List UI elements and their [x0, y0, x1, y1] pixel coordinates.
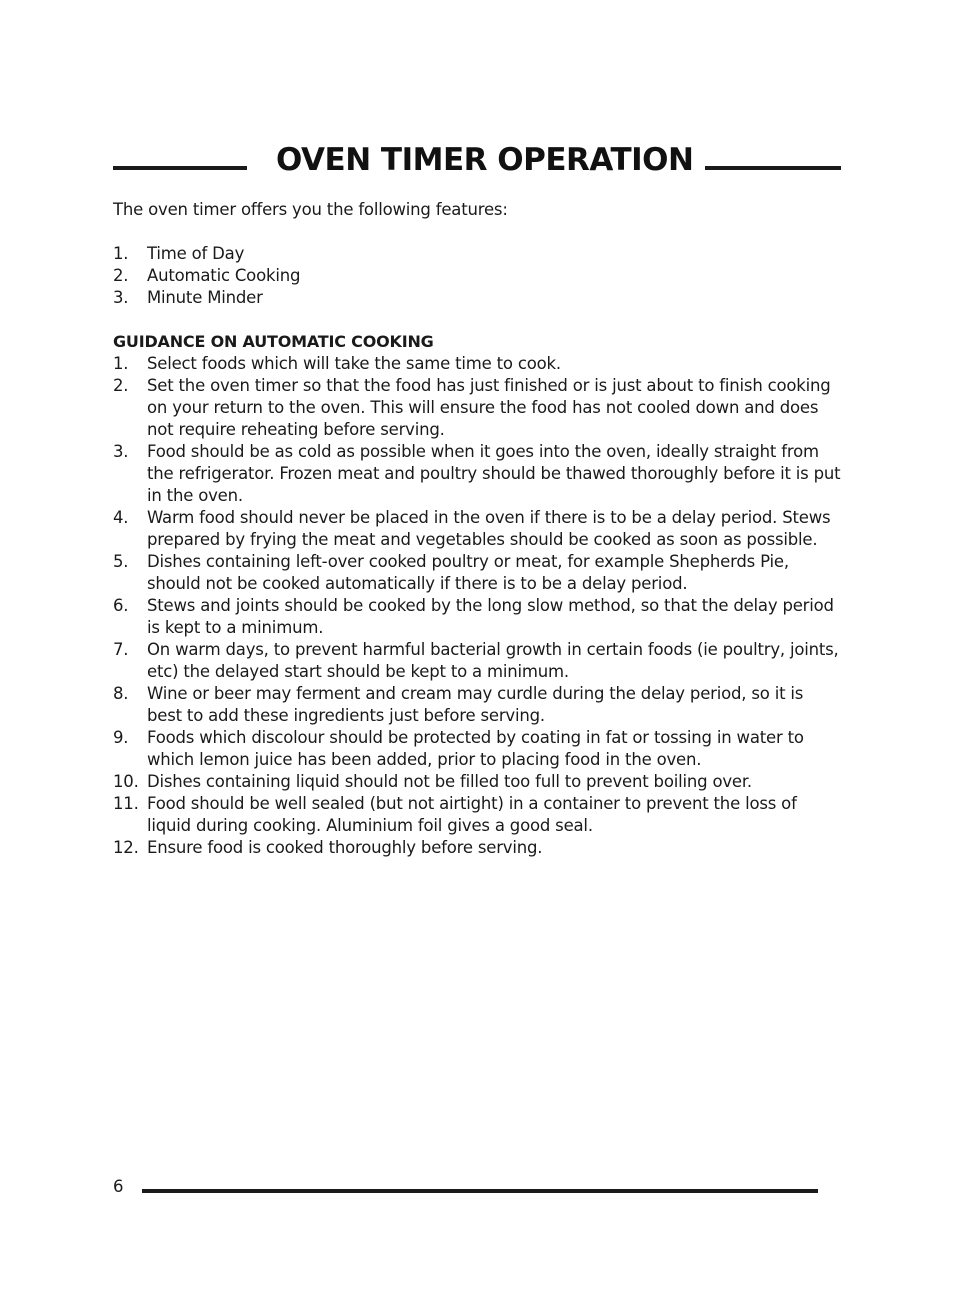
guidance-text: On warm days, to prevent harmful bacterial growth in certain foods (ie poultry, joints, etc) the delayed start should be kept to a minimum.: [147, 640, 839, 681]
guidance-text: Stews and joints should be cooked by the long slow method, so that the delay period is kept to a minimum.: [147, 596, 834, 637]
feature-item: [113, 243, 843, 265]
guidance-item: [113, 507, 843, 551]
title-row: [113, 140, 841, 184]
feature-item: [113, 265, 843, 287]
guidance-number: 6.: [113, 596, 129, 615]
page-number: 6: [113, 1177, 124, 1196]
guidance-text: Dishes containing liquid should not be filled too full to prevent boiling over.: [147, 772, 752, 791]
guidance-number: 1.: [113, 354, 129, 373]
guidance-item: [113, 441, 843, 507]
guidance-heading: GUIDANCE ON AUTOMATIC COOKING: [113, 332, 434, 351]
guidance-number: 5.: [113, 552, 129, 571]
feature-item: [113, 287, 843, 309]
guidance-text: Warm food should never be placed in the oven if there is to be a delay period. Stews prepared by frying the meat and vegetables should be cooked as soon as possible.: [147, 508, 831, 549]
guidance-item: [113, 837, 843, 859]
page-title: OVEN TIMER OPERATION: [276, 142, 694, 178]
guidance-item: [113, 727, 843, 771]
title-rule-right: [705, 166, 841, 170]
guidance-item: [113, 353, 843, 375]
guidance-text: Foods which discolour should be protected by coating in fat or tossing in water to which lemon juice has been added, prior to placing food in the oven.: [147, 728, 804, 769]
guidance-number: 12.: [113, 838, 139, 857]
guidance-item: [113, 793, 843, 837]
guidance-text: Food should be well sealed (but not airtight) in a container to prevent the loss of liquid during cooking. Aluminium foil gives a good seal.: [147, 794, 797, 835]
guidance-text: Wine or beer may ferment and cream may curdle during the delay period, so it is best to add these ingredients just before serving.: [147, 684, 804, 725]
guidance-item: [113, 595, 843, 639]
guidance-text: Food should be as cold as possible when it goes into the oven, ideally straight from the refrigerator. Frozen meat and poultry should be thawed thoroughly before it is put in the oven.: [147, 442, 841, 505]
feature-text: Minute Minder: [147, 288, 263, 307]
guidance-number: 4.: [113, 508, 129, 527]
guidance-item: [113, 771, 843, 793]
features-list: [113, 243, 843, 309]
guidance-text: Ensure food is cooked thoroughly before serving.: [147, 838, 543, 857]
guidance-item: [113, 551, 843, 595]
guidance-number: 2.: [113, 376, 129, 395]
feature-number: 3.: [113, 288, 129, 307]
guidance-item: [113, 375, 843, 441]
guidance-item: [113, 639, 843, 683]
intro-text: The oven timer offers you the following features:: [113, 200, 508, 219]
guidance-item: [113, 683, 843, 727]
guidance-number: 3.: [113, 442, 129, 461]
feature-text: Time of Day: [147, 244, 245, 263]
title-rule-left: [113, 166, 247, 170]
feature-text: Automatic Cooking: [147, 266, 301, 285]
guidance-list: [113, 353, 843, 859]
guidance-text: Dishes containing left-over cooked poultry or meat, for example Shepherds Pie, should not be cooked automatically if there is to be a delay period.: [147, 552, 789, 593]
guidance-number: 8.: [113, 684, 129, 703]
guidance-number: 10.: [113, 772, 139, 791]
guidance-number: 7.: [113, 640, 129, 659]
footer-rule: [142, 1189, 818, 1193]
main-content: [113, 199, 843, 859]
guidance-text: Set the oven timer so that the food has just finished or is just about to finish cooking on your return to the oven. This will ensure the food has not cooled down and does not require reheating before serving.: [147, 376, 831, 439]
feature-number: 2.: [113, 266, 129, 285]
guidance-number: 9.: [113, 728, 129, 747]
guidance-text: Select foods which will take the same time to cook.: [147, 354, 561, 373]
guidance-number: 11.: [113, 794, 139, 813]
feature-number: 1.: [113, 244, 129, 263]
